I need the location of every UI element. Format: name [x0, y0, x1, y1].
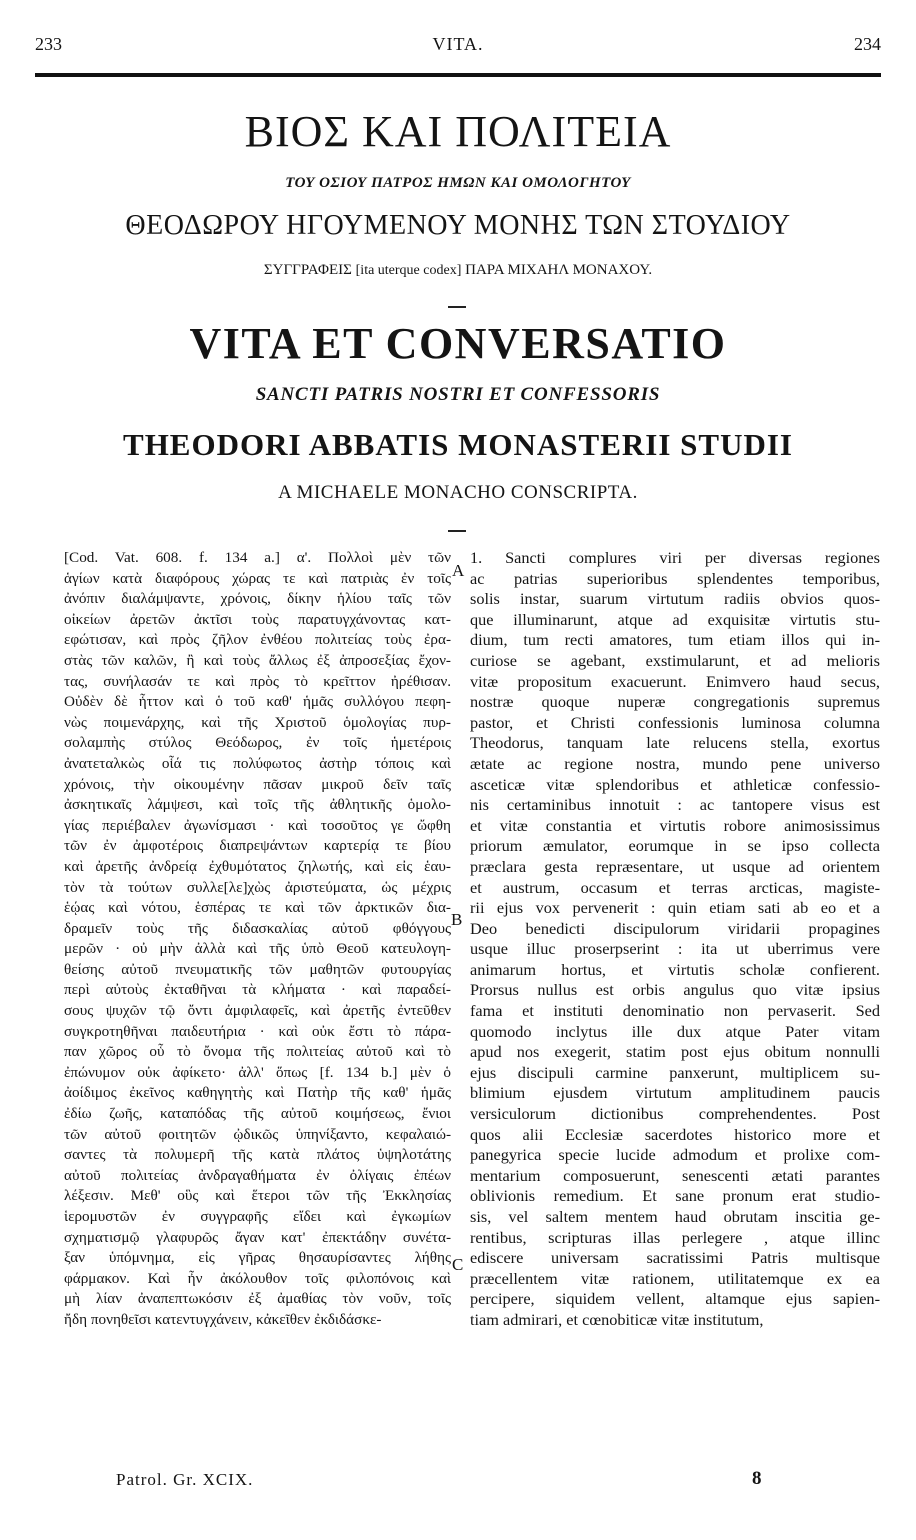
text-line: χρόνοις, τὴν οἰκουμένην πᾶσαν μικροῦ δεῖν ταῖς — [64, 775, 451, 793]
margin-marker-b: B — [451, 910, 463, 929]
page-number-left: 233 — [35, 34, 62, 54]
text-line: φάρμακον. Καὶ ἦν ἀκόλουθον τοῖς φιλοπόνοις καὶ — [64, 1269, 451, 1287]
text-line: animarum hortus, et virtutis scholæ confierent. — [470, 959, 880, 979]
text-line: δραμεῖν τοὺς τῆς διδασκαλίας αὐτοῦ φθόγγους — [64, 919, 451, 937]
codex-note: [ita uterque codex] — [355, 263, 462, 278]
text-line: mentarium composuerunt, senescenti ætati parantes — [470, 1165, 880, 1185]
text-line: ἱερομυστῶν ἐν συγγραφῆς εἴδει καὶ ἐγκωμίων — [64, 1208, 451, 1225]
text-line: μερῶν · οὐ μὴν ἀλλὰ καὶ τῆς ὑπὸ Θεοῦ κατευλογη- — [64, 940, 451, 958]
text-line: usque illuc proserpserint : ita ut uberrimus vere — [470, 939, 880, 959]
text-line: ἀσκητικαῖς λάμψεσι, καὶ τοῖς τῆς ἀθλητικῆς ὁμολο- — [64, 796, 451, 814]
title-divider — [448, 306, 466, 308]
text-line: τὸν τὰ τούτων συλλε[λε]χὼς ἀριστεύματα, ὡς μέχρις — [64, 878, 451, 896]
text-line: καὶ ἀρετῆς ἀνδρείᾳ ἐχθυμότατος ζηλωτής, καὶ εἰς ἑαυ- — [64, 857, 451, 875]
signature-mark: 8 — [752, 1468, 762, 1489]
text-line: ætate ac regione nostra, mundo pene universo — [470, 753, 880, 773]
margin-marker-a: A — [452, 561, 465, 580]
latin-author-line: A MICHAELE MONACHO CONSCRIPTA. — [278, 482, 638, 503]
text-line: ἐδίω ζωῆς, καταπόδας τῆς αὐτοῦ κοιμήσεως, ἔνιοι — [64, 1105, 451, 1123]
text-line: οἰκείων ἀρετῶν ἀκτῖσι τοὺς παρατυγχάνοντας κατ- — [64, 610, 451, 628]
text-line: rii ejus vox pervenerit : quin etiam sati ab eo et a — [470, 898, 880, 918]
latin-column — [470, 548, 880, 1331]
greek-column — [64, 548, 451, 1331]
text-line: σους ψυχῶν τῷ ὄντι ἀμφιλαφεῖς, καὶ ἀρετῆς ἐντεῦθεν — [64, 1002, 451, 1020]
text-line: παν χῶρος οὗ τὸ ὄνομα τῆς πολιτείας αὐτοῦ καὶ τὸ — [64, 1043, 451, 1061]
text-line: λέξεσιν. Μεθ' οὓς καὶ ἕτεροι τῶν τῆς Ἐκκλησίας — [64, 1187, 451, 1205]
text-line: blimium ejusdem virtutum amplitudinem paucis — [470, 1083, 880, 1103]
text-line: fama et instituti denominatio non pervaserit. Sed — [470, 1001, 880, 1021]
text-line: rentibus, scripturas illas perlegere , atque illinc — [470, 1227, 880, 1247]
greek-author-line — [0, 262, 916, 279]
text-line: et austrum, occasum et terras arcticas, magiste- — [470, 877, 880, 897]
text-line: ejus discipuli carmine panxerunt, multiplicem su- — [470, 1062, 880, 1082]
text-line: τῶν ἐν ἀμφοτέροις διαπρεψάντων καρτερίᾳ τε βίου — [64, 837, 451, 855]
text-line: [Cod. Vat. 608. f. 134 a.] α'. Πολλοὶ μὲν τῶν — [64, 549, 451, 566]
text-line: asceticæ vitæ splendoribus et athleticæ confessio- — [470, 774, 880, 794]
text-line: ἀνόπιν διαλάμψαντε, χρόνοις, δίκην ἡλίου ταῖς τῶν — [64, 590, 451, 608]
page-header — [35, 34, 881, 58]
series-footer: Patrol. Gr. XCIX. — [116, 1470, 254, 1489]
text-line: ἑῴας καὶ νότου, ἑσπέρας τε καὶ τῶν ἀρκτικῶν δια- — [64, 899, 451, 917]
text-line: σαντες τὰ πολυμερῆ τῆς κατὰ πλάτος ὑψηλοτάτης — [64, 1146, 451, 1164]
text-line: solis instar, suarum virtutum radiis obvios quos- — [470, 589, 880, 609]
text-line: panegyrica specie lucide admodum et prolixe com- — [470, 1145, 880, 1165]
text-line: sis, vel saltem mentem haud obrutam inscitia ge- — [470, 1207, 880, 1226]
text-line: ac patrias superioribus splendentes temporibus, — [470, 568, 880, 588]
text-line: αὐτοῦ πολιτείας ἀνδραγαθήματα ἐν ὀλίγαις ἐπέων — [64, 1166, 451, 1184]
page-number-right: 234 — [854, 34, 881, 54]
text-line: et vitæ constantia et virtutis robore animosissimus — [470, 815, 880, 835]
latin-title: VITA ET CONVERSATIO — [189, 319, 727, 368]
text-line: εφώτισαν, καὶ πρὸς ζῆλον ἐνθέου πολιτείας τοὺς ἐρα- — [64, 631, 451, 649]
text-line: συγκροτηθῆναι παιδευτήρια · καὶ οὐκ ἔστι τὸ πάρα- — [64, 1022, 451, 1040]
text-line: apud nos exegerit, statim post ejus obitum nonnulli — [470, 1042, 880, 1062]
text-line: ἀοίδιμος ἐκεῖνος καθηγητὴς καὶ Πατὴρ τῆς καθ' ἡμᾶς — [64, 1084, 451, 1102]
text-line: νὼς ποιμενάρχης, καὶ τῆς Χριστοῦ ὁμολογίας πυρ- — [64, 713, 451, 731]
text-line: ἤδη πονηθεῖσι κατεντυγχάνειν, κἀκεῖθεν ἐκδιδάσκε- — [64, 1310, 382, 1328]
text-line: præclara gesta repræsentare, ut usque ad orientem — [470, 856, 880, 876]
text-line: curiose se agebant, exstimularunt, et ad melioris — [470, 650, 880, 670]
latin-subtitle: SANCTI PATRIS NOSTRI ET CONFESSORIS — [255, 384, 661, 405]
text-line: priorum æmulator, eorumque in se ipso collecta — [470, 836, 880, 856]
header-rule — [35, 73, 881, 77]
text-line: Prorsus nullus est orbis angulus quo vitæ ipsius — [470, 980, 880, 1000]
text-line: μὴ λίαν ἀναπεπτωκόσιν ἐξ ἀμαθίας τὸν νοῦν, τοῖς — [64, 1290, 451, 1308]
text-line: vitæ propositum exacuerunt. Enimvero haud secus, — [470, 671, 880, 691]
text-line: quos alii Ecclesiæ sacerdotes historico more et — [470, 1124, 880, 1144]
text-line: τῶν αὐτοῦ φοιτητῶν ᾠδικῶς ὑπηνίξαντο, κεφαλαιώ- — [64, 1125, 451, 1143]
text-line: que illuminarunt, atque ad exquisitæ virtutis stu- — [470, 609, 880, 629]
text-line: Deo benedicti discipulorum viridarii propagines — [470, 918, 880, 938]
text-line: percipere, siquidem vellent, altamque ejus sapien- — [470, 1289, 880, 1309]
text-line: ediscere universam sacratissimi Patris multisque — [470, 1248, 880, 1268]
text-line: pastor, et Christi confessionis luminosa columna — [470, 712, 880, 732]
text-line: ἀνατεταλκὼς οἷά τις πολύφωτος ἀστὴρ τόποις καὶ — [64, 754, 451, 772]
section-divider — [448, 530, 466, 532]
text-line: quomodo inclytus ille dux atque Pater vitam — [470, 1021, 880, 1041]
text-line: τας, συνήλασάν τε καὶ πρὸς τὸ κρεῖττον ἠρέθισαν. — [64, 672, 451, 690]
greek-subtitle: ΤΟΥ ΟΣΙΟΥ ΠΑΤΡΟΣ ΗΜΩΝ ΚΑΙ ΟΜΟΛΟΓΗΤΟΥ — [285, 175, 631, 191]
text-line: σολαμπὴς στύλος Θεόδωρος, ἐν τοῖς ἡμετέροις — [64, 734, 451, 752]
text-line: Theodorus, tanquam late relucens stella, exortus — [470, 733, 880, 753]
text-line: nis certaminibus innotuit : ac tantopere visus est — [470, 795, 880, 815]
running-title: VITA. — [432, 34, 484, 54]
greek-author-prefix: ΣΥΓΓΡΑΦΕΙΣ — [263, 262, 352, 278]
text-line: ξαν ὑπόμνημα, εἰς γῆρας θησαυρίσαντες λήθης — [64, 1249, 451, 1267]
greek-name-line: ΘΕΟΔΩΡΟΥ ΗΓΟΥΜΕΝΟΥ ΜΟΝΗΣ ΤΩΝ ΣΤΟΥΔΙΟΥ — [125, 210, 791, 241]
text-line: versiculorum dictionibus comprehendentes. Post — [470, 1104, 880, 1124]
text-line: tiam admirari, et cœnobiticæ vitæ institutum, — [470, 1309, 764, 1329]
text-line: 1. Sancti complures viri per diversas regiones — [470, 548, 880, 567]
greek-title: ΒΙΟΣ ΚΑΙ ΠΟΛΙΤΕΙΑ — [244, 107, 672, 156]
text-line: Οὐδὲν δὲ ἧττον καὶ ὁ τοῦ καθ' ἡμᾶς συλλόγου πεφη- — [64, 693, 451, 711]
text-line: θείσης αὐτοῦ πνευματικῆς τῶν μαθητῶν φυτουργίας — [64, 960, 451, 978]
text-line: γίας περιέβαλεν ἀγωνίσμασι · καὶ τοσοῦτος γε ὤφθη — [64, 816, 451, 834]
text-line: præcellentem vitæ rationem, utilitatemque ex ea — [470, 1268, 880, 1288]
text-line: ἐπώνυμον οὐκ ἀφίκετο· ἀλλ' ὅπως [f. 134 b.] μὲν ὁ — [64, 1063, 451, 1081]
text-line: στὰς τῶν καλῶν, ἢ καὶ τοὺς ἄλλως ἐξ ἀπροσεξίας ἔχον- — [64, 651, 451, 669]
text-line: nostræ quoque nuperæ congregationis supremus — [470, 692, 880, 712]
text-line: σχηματισμῷ γλαφυρῶς ἄγαν κατ' ἐπεκτάδην συνέτα- — [64, 1228, 451, 1246]
text-line: περὶ αὐτοὺς ἐκταθῆναι τὰ κλήματα · καὶ παραδεί- — [64, 981, 451, 999]
text-line: oblivionis remedium. Et sane pronum erat studio- — [470, 1186, 880, 1206]
greek-author-suffix: ΠΑΡΑ ΜΙΧΑΗΛ ΜΟΝΑΧΟΥ. — [465, 262, 653, 278]
text-line: ἁγίων κατὰ διαφόρους χώρας τε καὶ πατριὰς ἐν τοῖς — [64, 569, 451, 587]
margin-marker-c: C — [452, 1255, 464, 1274]
text-line: dium, tum recti amatores, tum etiam illos qui in- — [470, 630, 880, 650]
latin-name-line: THEODORI ABBATIS MONASTERII STUDII — [123, 427, 793, 462]
